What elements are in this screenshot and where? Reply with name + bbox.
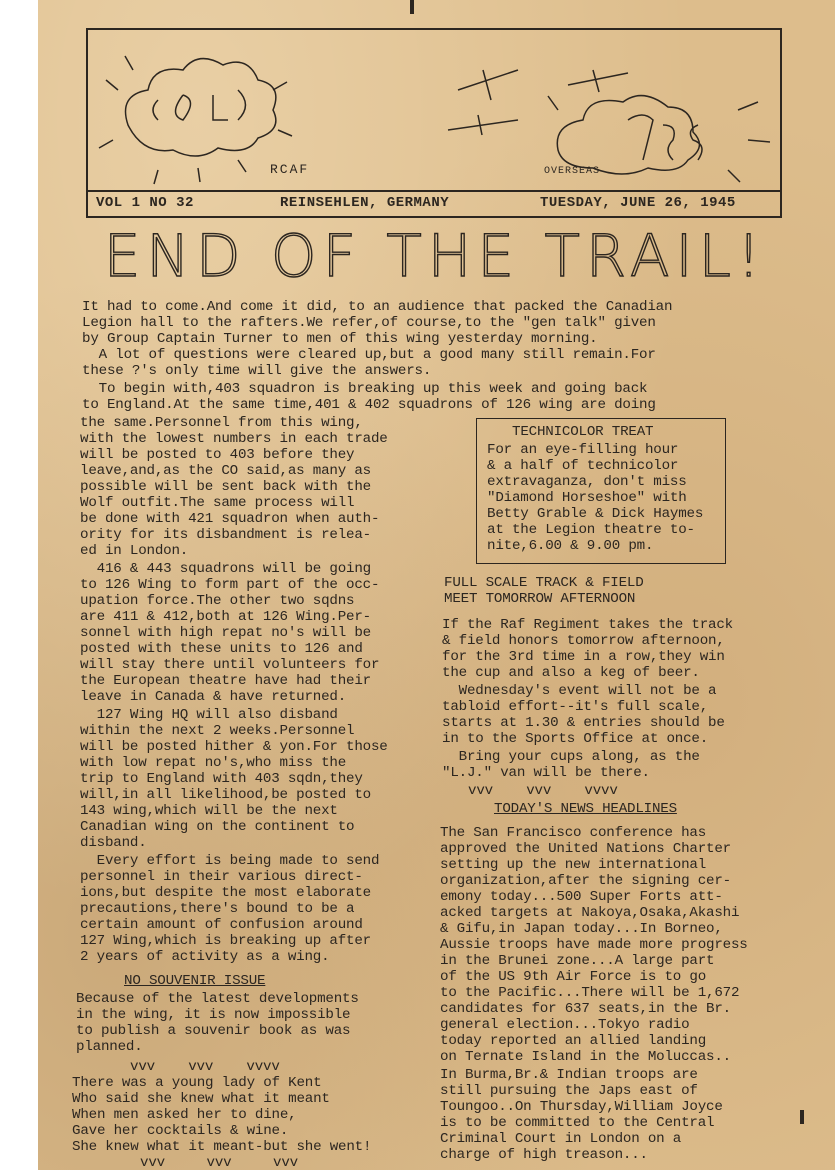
article-line: will,in all likelihood,be posted to bbox=[80, 787, 371, 803]
article-line: trip to England with 403 sqdn,they bbox=[80, 771, 363, 787]
track-line: tabloid effort--it's full scale, bbox=[442, 699, 709, 715]
article-line: Every effort is being made to send bbox=[80, 853, 380, 869]
track-heading: MEET TOMORROW AFTERNOON bbox=[444, 591, 636, 607]
article-line: with low repat no's,who miss the bbox=[80, 755, 347, 771]
souvenir-line: planned. bbox=[76, 1039, 143, 1055]
news-line: acked targets at Nakoya,Osaka,Akashi bbox=[440, 905, 740, 921]
article-line: 416 & 443 squadrons will be going bbox=[80, 561, 371, 577]
intro-line: A lot of questions were cleared up,but a good many still remain.For bbox=[82, 347, 656, 363]
news-line: of the US 9th Air Force is to go bbox=[440, 969, 707, 985]
article-line: to 126 Wing to form part of the occ- bbox=[80, 577, 380, 593]
tack-mark bbox=[800, 1110, 804, 1124]
article-line: personnel in their various direct- bbox=[80, 869, 363, 885]
rcaf-label: RCAF bbox=[270, 162, 310, 177]
souvenir-line: in the wing, it is now impossible bbox=[76, 1007, 351, 1023]
article-line: the same.Personnel from this wing, bbox=[80, 415, 363, 431]
article-line: ority for its disbandment is relea- bbox=[80, 527, 371, 543]
track-line: Bring your cups along, as the bbox=[442, 749, 700, 765]
box-line: Betty Grable & Dick Haymes bbox=[487, 506, 704, 522]
limerick-line: She knew what it meant-but she went! bbox=[72, 1139, 372, 1155]
track-line: starts at 1.30 & entries should be bbox=[442, 715, 725, 731]
article-line: leave in Canada & have returned. bbox=[80, 689, 347, 705]
article-line: 2 years of activity as a wing. bbox=[80, 949, 330, 965]
intro-line: To begin with,403 squadron is breaking up this week and going back bbox=[82, 381, 648, 397]
article-line: 143 wing,which will be the next bbox=[80, 803, 338, 819]
box-line: extravaganza, don't miss bbox=[487, 474, 687, 490]
box-title: TECHNICOLOR TREAT bbox=[512, 424, 654, 440]
news-line: in the Brunei zone...A large part bbox=[440, 953, 715, 969]
souvenir-line: to publish a souvenir book as was bbox=[76, 1023, 351, 1039]
article-line: will stay there until volunteers for bbox=[80, 657, 380, 673]
article-line: be done with 421 squadron when auth- bbox=[80, 511, 380, 527]
overseas-label: OVERSEAS bbox=[544, 166, 601, 177]
article-line: upation force.The other two sqdns bbox=[80, 593, 355, 609]
box-line: at the Legion theatre to- bbox=[487, 522, 695, 538]
article-line: Canadian wing on the continent to bbox=[80, 819, 355, 835]
news-line: emony today...500 Super Forts att- bbox=[440, 889, 723, 905]
limerick-line: When men asked her to dine, bbox=[72, 1107, 297, 1123]
issue-date: TUESDAY, JUNE 26, 1945 bbox=[540, 195, 736, 211]
masthead bbox=[86, 28, 782, 218]
tack-mark bbox=[410, 0, 414, 14]
news-line: general election...Tokyo radio bbox=[440, 1017, 690, 1033]
track-line: & field honors tomorrow afternoon, bbox=[442, 633, 725, 649]
article-line: sonnel with high repat no's will be bbox=[80, 625, 371, 641]
article-line: leave,and,as the CO said,as many as bbox=[80, 463, 371, 479]
news-line: organization,after the signing cer- bbox=[440, 873, 731, 889]
article-line: the European theatre have had their bbox=[80, 673, 371, 689]
article-line: are 411 & 412,both at 126 Wing.Per- bbox=[80, 609, 371, 625]
news-line: In Burma,Br.& Indian troops are bbox=[440, 1067, 698, 1083]
news-line: Aussie troops have made more progress bbox=[440, 937, 748, 953]
news-heading: TODAY'S NEWS HEADLINES bbox=[494, 801, 677, 817]
box-line: & a half of technicolor bbox=[487, 458, 679, 474]
souvenir-line: Because of the latest developments bbox=[76, 991, 359, 1007]
track-line: If the Raf Regiment takes the track bbox=[442, 617, 733, 633]
separator: vvv vvv vvvv bbox=[468, 783, 618, 799]
article-line: possible will be sent back with the bbox=[80, 479, 371, 495]
track-line: the cup and also a keg of beer. bbox=[442, 665, 700, 681]
news-line: candidates for 637 seats,in the Br. bbox=[440, 1001, 731, 1017]
volume-number: VOL 1 NO 32 bbox=[96, 195, 194, 211]
article-line: certain amount of confusion around bbox=[80, 917, 363, 933]
article-line: 127 Wing HQ will also disband bbox=[80, 707, 338, 723]
news-line: The San Francisco conference has bbox=[440, 825, 707, 841]
news-line: Toungoo..On Thursday,William Joyce bbox=[440, 1099, 723, 1115]
news-line: on Ternate Island in the Moluccas.. bbox=[440, 1049, 731, 1065]
article-line: precautions,there's bound to be a bbox=[80, 901, 355, 917]
box-line: For an eye-filling hour bbox=[487, 442, 679, 458]
limerick-line: Gave her cocktails & wine. bbox=[72, 1123, 289, 1139]
news-line: Criminal Court in London on a bbox=[440, 1131, 682, 1147]
article-line: with the lowest numbers in each trade bbox=[80, 431, 388, 447]
article-line: disband. bbox=[80, 835, 147, 851]
track-heading: FULL SCALE TRACK & FIELD bbox=[444, 575, 644, 591]
souvenir-heading: NO SOUVENIR ISSUE bbox=[124, 973, 266, 989]
article-line: will be posted to 403 before they bbox=[80, 447, 355, 463]
intro-line: these ?'s only time will give the answers. bbox=[82, 363, 432, 379]
article-line: within the next 2 weeks.Personnel bbox=[80, 723, 355, 739]
news-line: still pursuing the Japs east of bbox=[440, 1083, 698, 1099]
article-line: ed in London. bbox=[80, 543, 189, 559]
news-line: charge of high treason... bbox=[440, 1147, 648, 1163]
article-line: Wolf outfit.The same process will bbox=[80, 495, 355, 511]
intro-line: Legion hall to the rafters.We refer,of course,to the "gen talk" given bbox=[82, 315, 656, 331]
news-line: approved the United Nations Charter bbox=[440, 841, 731, 857]
intro-line: It had to come.And come it did, to an audience that packed the Canadian bbox=[82, 299, 673, 315]
track-line: in to the Sports Office at once. bbox=[442, 731, 709, 747]
news-line: is to be committed to the Central bbox=[440, 1115, 715, 1131]
intro-line: to England.At the same time,401 & 402 squadrons of 126 wing are doing bbox=[82, 397, 656, 413]
article-line: 127 Wing,which is breaking up after bbox=[80, 933, 371, 949]
main-headline: END OF THE TRAIL! bbox=[103, 222, 767, 290]
news-line: & Gifu,in Japan today...In Borneo, bbox=[440, 921, 723, 937]
news-line: to the Pacific...There will be 1,672 bbox=[440, 985, 740, 1001]
news-line: setting up the new international bbox=[440, 857, 707, 873]
news-line: today reported an allied landing bbox=[440, 1033, 707, 1049]
masthead-illustration bbox=[88, 30, 780, 190]
article-line: posted with these units to 126 and bbox=[80, 641, 363, 657]
box-line: nite,6.00 & 9.00 pm. bbox=[487, 538, 654, 554]
limerick-line: There was a young lady of Kent bbox=[72, 1075, 322, 1091]
separator: vvv vvv vvv bbox=[140, 1155, 298, 1171]
article-line: ions,but despite the most elaborate bbox=[80, 885, 371, 901]
box-line: "Diamond Horseshoe" with bbox=[487, 490, 687, 506]
track-line: "L.J." van will be there. bbox=[442, 765, 650, 781]
track-line: for the 3rd time in a row,they win bbox=[442, 649, 725, 665]
masthead-rule bbox=[88, 190, 780, 192]
dateline-place: REINSEHLEN, GERMANY bbox=[280, 195, 450, 211]
separator: vvv vvv vvvv bbox=[130, 1059, 280, 1075]
article-line: will be posted hither & yon.For those bbox=[80, 739, 388, 755]
track-line: Wednesday's event will not be a bbox=[442, 683, 717, 699]
intro-line: by Group Captain Turner to men of this wing yesterday morning. bbox=[82, 331, 598, 347]
limerick-line: Who said she knew what it meant bbox=[72, 1091, 330, 1107]
